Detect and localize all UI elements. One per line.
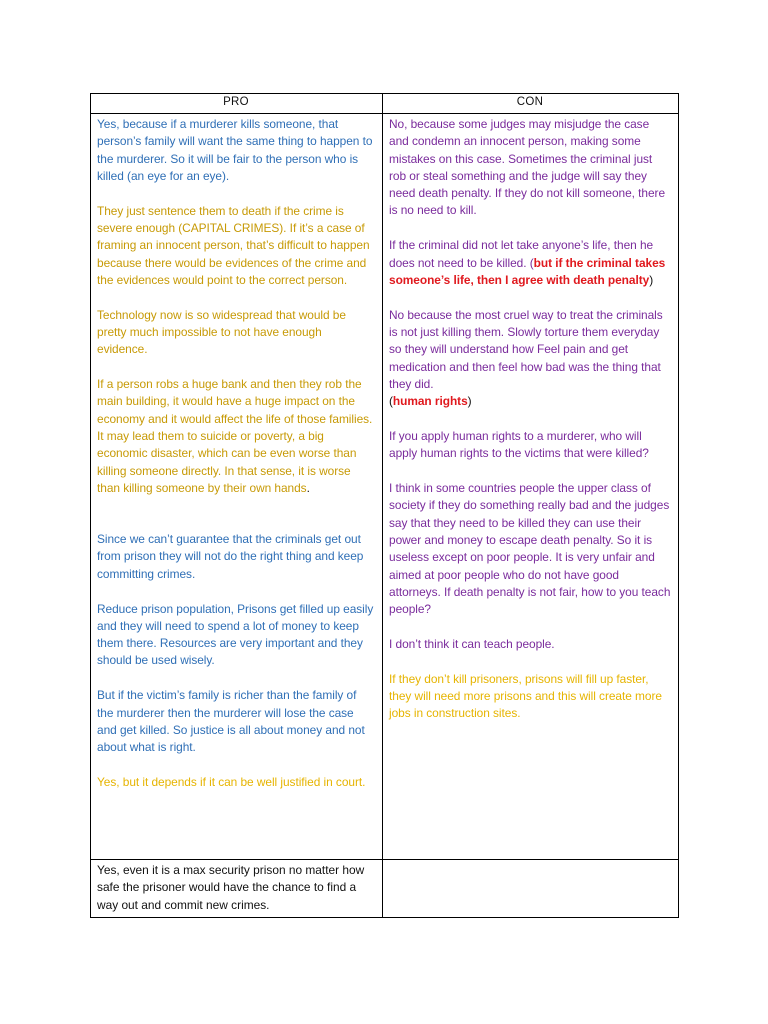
pro-argument-5: Since we can’t guarantee that the criminals get out from prison they will not do the right thing and keep committing crimes. [97, 532, 364, 581]
con-header: CON [383, 94, 679, 114]
con-argument-2-highlight: but if the criminal takes someone’s life, then I agree with death penalty [389, 255, 666, 287]
con-argument-2 [389, 237, 671, 289]
main-row [91, 114, 679, 860]
pro-con-table [90, 93, 679, 918]
con-argument-6: I don’t think it can teach people. [389, 636, 555, 651]
bottom-row [91, 860, 679, 918]
pro-argument-3: Technology now is so widespread that would be pretty much impossible to not have enough evidence. [97, 307, 346, 357]
pro-argument-4 [97, 376, 375, 497]
con-argument-3-close: ) [467, 394, 472, 409]
pro-argument-6: Reduce prison population, Prisons get filled up easily and they will need to spend a lot of money to keep them there. Resources are very important and they should be used wisely. [97, 601, 374, 668]
pro-argument-2: They just sentence them to death if the crime is severe enough (CAPITAL CRIMES). If it’s a case of framing an innocent person, that’s difficult to happen because there would be evidences of the crime and the evidences would point to the correct person. [97, 203, 370, 287]
con-argument-4: If you apply human rights to a murderer, who will apply human rights to the victims that were killed? [389, 428, 649, 461]
con-argument-3-open: ( [389, 394, 393, 409]
con-argument-1: No, because some judges may misjudge the case and condemn an innocent person, making some mistakes on this case. Sometimes the criminal just rob or steal something and the judge will say they need death penalty. If they do not kill someone, there is no need to kill. [389, 117, 666, 218]
pro-argument-4-text: If a person robs a huge bank and then they rob the main building, it would have a huge impact on the economy and it would affect the life of those families. It may lead them to suicide or poverty, a big economic disaster, which can be even worse than killing someone directly. In that sense, it is worse than killing someone by their own hands [97, 377, 373, 495]
pro-argument-1: Yes, because if a murderer kills someone, that person’s family will want the same thing to happen to the murderer. So it will be fair to the person who is killed (an eye for an eye). [97, 117, 373, 183]
bottom-con-cell [383, 860, 679, 918]
con-argument-7: If they don’t kill prisoners, prisons will fill up faster, they will need more prisons and this will create more jobs in construction sites. [389, 671, 662, 721]
header-row [91, 94, 679, 114]
pro-header: PRO [91, 94, 383, 114]
pro-argument-7: But if the victim’s family is richer than the family of the murderer then the murderer will lose the case and get killed. So justice is all about money and not about what is right. [97, 688, 365, 755]
bottom-pro-argument: Yes, even it is a max security prison no matter how safe the prisoner would have the chance to find a way out and commit new crimes. [97, 863, 365, 912]
pro-argument-4-period: . [306, 480, 310, 495]
con-cell [383, 114, 679, 860]
con-argument-2-text: If the criminal did not let take anyone’s life, then he does not need to be killed. ( [389, 238, 654, 270]
bottom-pro-cell [91, 860, 383, 918]
con-argument-3-text: No because the most cruel way to treat the criminals is not just killing them. Slowly torture them everyday so they will understand how Feel pain and get medication and then feel how bad was the thing that they did. [389, 307, 663, 391]
con-argument-3-highlight: human rights [392, 394, 468, 409]
pro-cell [91, 114, 383, 860]
con-argument-2-close: ) [649, 272, 654, 287]
pro-argument-8: Yes, but it depends if it can be well justified in court. [97, 774, 366, 789]
con-argument-5: I think in some countries people the upper class of society if they do something really bad and the judges say that they need to be killed they can use their power and money to escape death penalty. So it is useless except on poor people. It is very unfair and aimed at poor people who do not have good attorneys. If death penalty is not fair, how to you teach people? [389, 481, 671, 617]
con-argument-3 [389, 307, 671, 411]
